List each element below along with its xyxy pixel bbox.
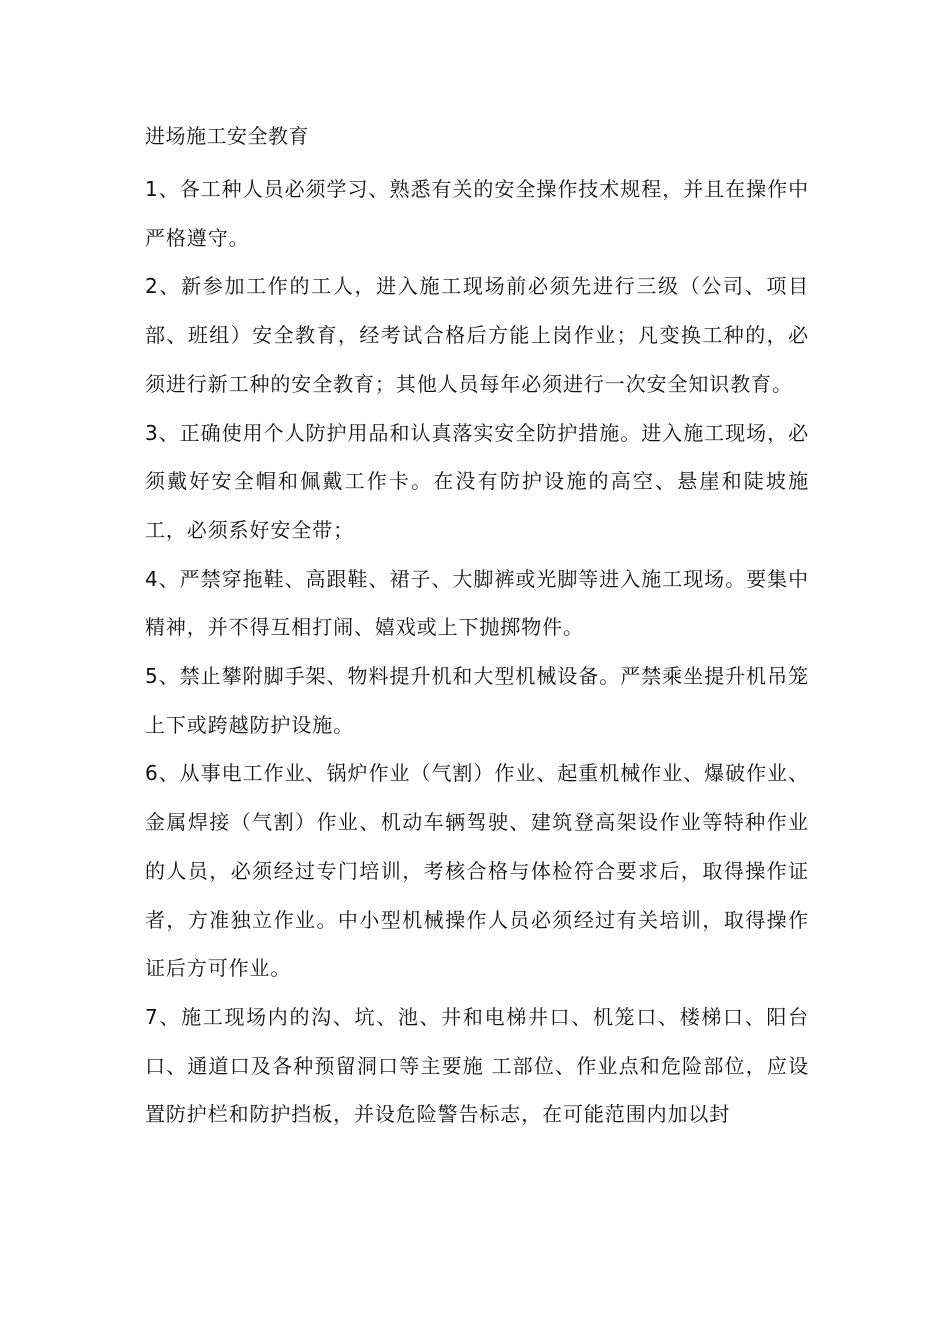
paragraph-4: 4、严禁穿拖鞋、高跟鞋、裙子、大脚裤或光脚等进入施工现场。要集中精神，并不得互相打闹、嬉戏或上下抛掷物件。 [145, 566, 809, 640]
paragraph-3: 3、正确使用个人防护用品和认真落实安全防护措施。进入施工现场，必须戴好安全帽和佩戴工作卡。在没有防护设施的高空、悬崖和陡坡施工，必须系好安全带； [145, 420, 809, 542]
paragraph-6: 6、从事电工作业、锅炉作业（气割）作业、起重机械作业、爆破作业、金属焊接（气割）作业、机动车辆驾驶、建筑登高架设作业等特种作业的人员，必须经过专门培训，考核合格与体检符合要求后，取得操作证者，方准独立作业。中小型机械操作人员必须经过有关培训，取得操作证后方可作业。 [145, 761, 809, 981]
paragraph-1: 1、各工种人员必须学习、熟悉有关的安全操作技术规程，并且在操作中严格遵守。 [145, 177, 809, 250]
document-title: 进场施工安全教育 [145, 124, 309, 148]
paragraph-7: 7、施工现场内的沟、坑、池、井和电梯井口、机笼口、楼梯口、阳台口、通道口及各种预留洞口等主要施 工部位、作业点和危险部位，应设置防护栏和防护挡板，并设危险警告标志，在可能范围内加以封 [145, 1004, 809, 1127]
paragraph-5: 5、禁止攀附脚手架、物料提升机和大型机械设备。严禁乘坐提升机吊笼上下或跨越防护设施。 [145, 664, 809, 737]
paragraph-2: 2、新参加工作的工人，进入施工现场前必须先进行三级（公司、项目部、班组）安全教育，经考试合格后方能上岗作业；凡变换工种的，必须进行新工种的安全教育；其他人员每年必须进行一次安全知识教育。 [145, 274, 809, 396]
document-body [145, 116, 809, 1139]
